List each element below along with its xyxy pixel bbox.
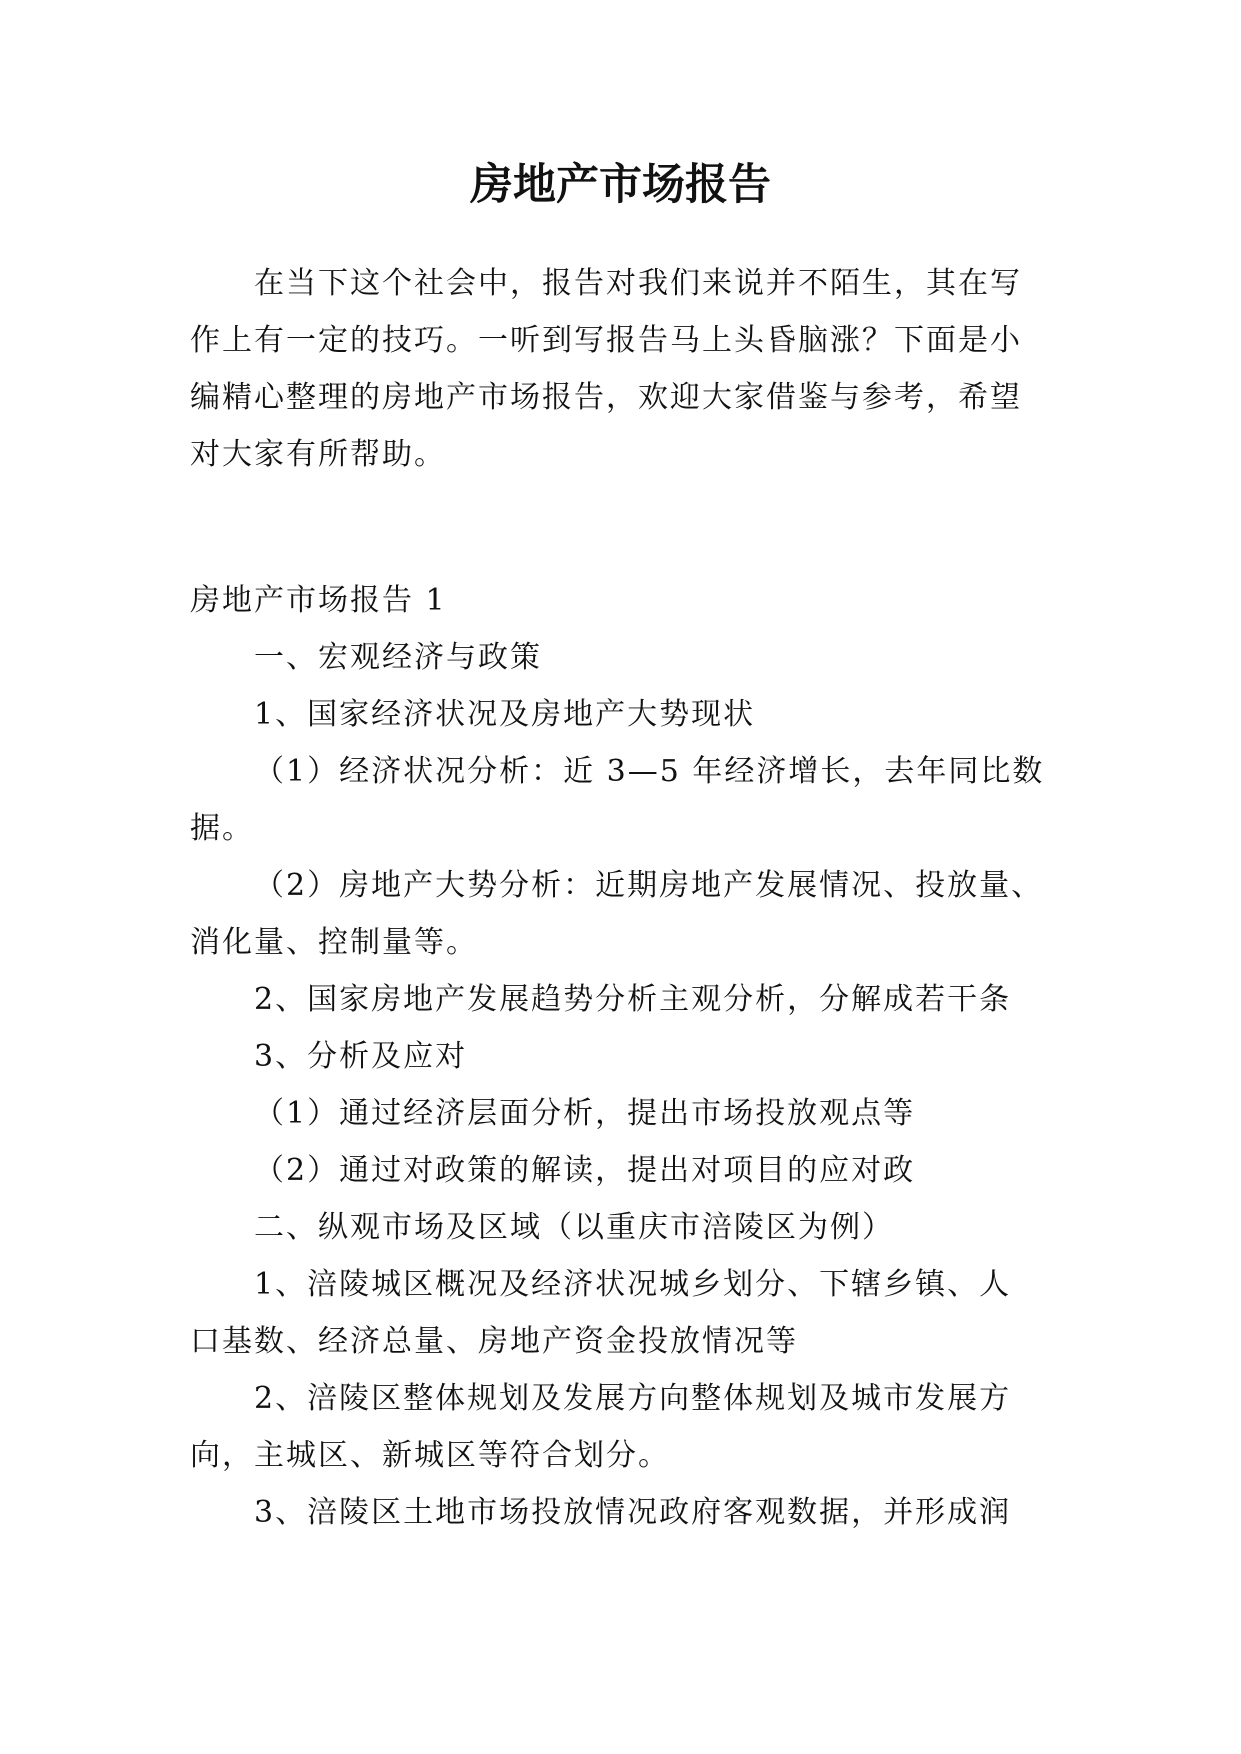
body-line: 3、涪陵区土地市场投放情况政府客观数据，并形成润 (254, 1495, 1012, 1530)
body-line: 据。 (190, 811, 254, 846)
body-line: （2）房地产大势分析：近期房地产发展情况、投放量、 (254, 868, 1044, 903)
intro-line: 编精心整理的房地产市场报告，欢迎大家借鉴与参考，希望 (190, 380, 1022, 415)
intro-line: 对大家有所帮助。 (190, 437, 446, 472)
intro-line: 在当下这个社会中，报告对我们来说并不陌生，其在写 (254, 266, 1022, 301)
section-heading: 房地产市场报告 1 (190, 583, 447, 618)
body-line: 1、涪陵城区概况及经济状况城乡划分、下辖乡镇、人 (254, 1267, 1012, 1302)
body-line: （1）通过经济层面分析，提出市场投放观点等 (254, 1096, 916, 1131)
body-line: 1、国家经济状况及房地产大势现状 (254, 697, 756, 732)
body-line: 口基数、经济总量、房地产资金投放情况等 (190, 1324, 798, 1359)
body-line: 一、宏观经济与政策 (254, 640, 542, 675)
body-line: （2）通过对政策的解读，提出对项目的应对政 (254, 1153, 916, 1188)
document-title: 房地产市场报告 (470, 160, 771, 210)
intro-paragraph (190, 255, 1050, 483)
body-line: 消化量、控制量等。 (190, 925, 478, 960)
body-line: 向，主城区、新城区等符合划分。 (190, 1438, 670, 1473)
body-line: 3、分析及应对 (254, 1039, 468, 1074)
report-body (190, 572, 1050, 1541)
body-line: 二、纵观市场及区域（以重庆市涪陵区为例） (254, 1210, 894, 1245)
body-line: 2、国家房地产发展趋势分析主观分析，分解成若干条 (254, 982, 1012, 1017)
body-line: （1）经济状况分析：近 3—5 年经济增长，去年同比数 (254, 754, 1045, 789)
intro-line: 作上有一定的技巧。一听到写报告马上头昏脑涨？下面是小 (190, 323, 1022, 358)
body-line: 2、涪陵区整体规划及发展方向整体规划及城市发展方 (254, 1381, 1012, 1416)
